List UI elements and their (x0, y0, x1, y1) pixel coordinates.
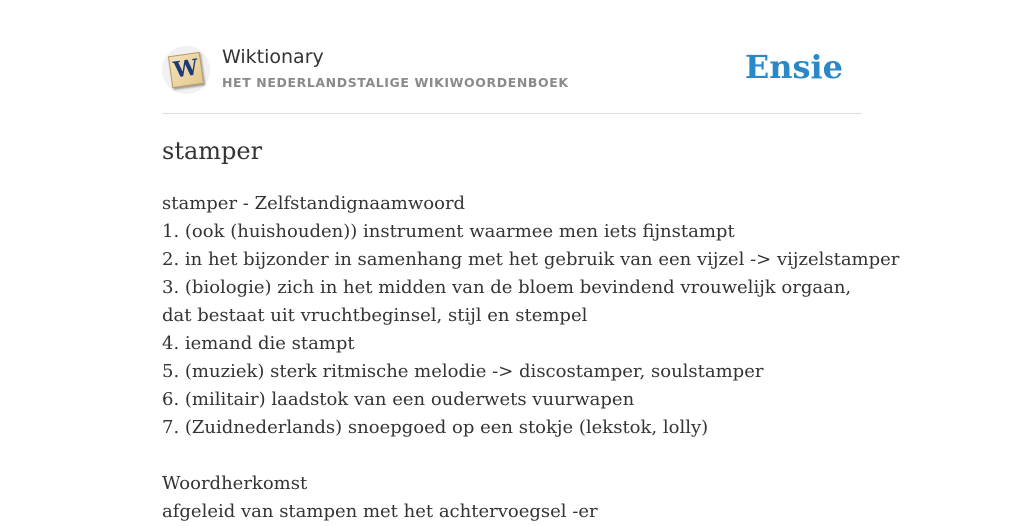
site-header (162, 44, 862, 100)
etymology-heading: Woordherkomst (162, 473, 308, 494)
definition-7: 7. (Zuidnederlands) snoepgoed op een stokje (lekstok, lolly) (162, 417, 709, 438)
etymology-text: afgeleid van stampen met het achtervoegsel -er (162, 501, 598, 522)
logo-letter: W (171, 54, 200, 84)
definition-6: 6. (militair) laadstok van een ouderwets vuurwapen (162, 389, 635, 410)
definition-3: 3. (biologie) zich in het midden van de bloem bevindend vrouwelijk orgaan, dat bestaat uit vruchtbeginsel, stijl en stempel (162, 277, 852, 326)
definition-4: 4. iemand die stampt (162, 333, 355, 354)
wiktionary-logo-icon[interactable] (162, 46, 210, 94)
definition-1: 1. (ook (huishouden)) instrument waarmee men iets fijnstampt (162, 221, 735, 242)
definition-5: 5. (muziek) sterk ritmische melodie -> discostamper, soulstamper (162, 361, 764, 382)
definition-2: 2. in het bijzonder in samenhang met het gebruik van een vijzel -> vijzelstamper (162, 249, 900, 270)
logo-tile (168, 52, 204, 88)
part-of-speech-line: stamper - Zelfstandignaamwoord (162, 193, 466, 214)
header-divider (162, 113, 862, 114)
entry-content (162, 190, 900, 526)
spacer (162, 442, 862, 470)
page-title: stamper (162, 137, 263, 165)
site-subtitle: HET NEDERLANDSTALIGE WIKIWOORDENBOEK (222, 75, 569, 90)
ensie-brand-link[interactable]: Ensie (744, 48, 843, 86)
site-title[interactable]: Wiktionary (222, 46, 324, 68)
